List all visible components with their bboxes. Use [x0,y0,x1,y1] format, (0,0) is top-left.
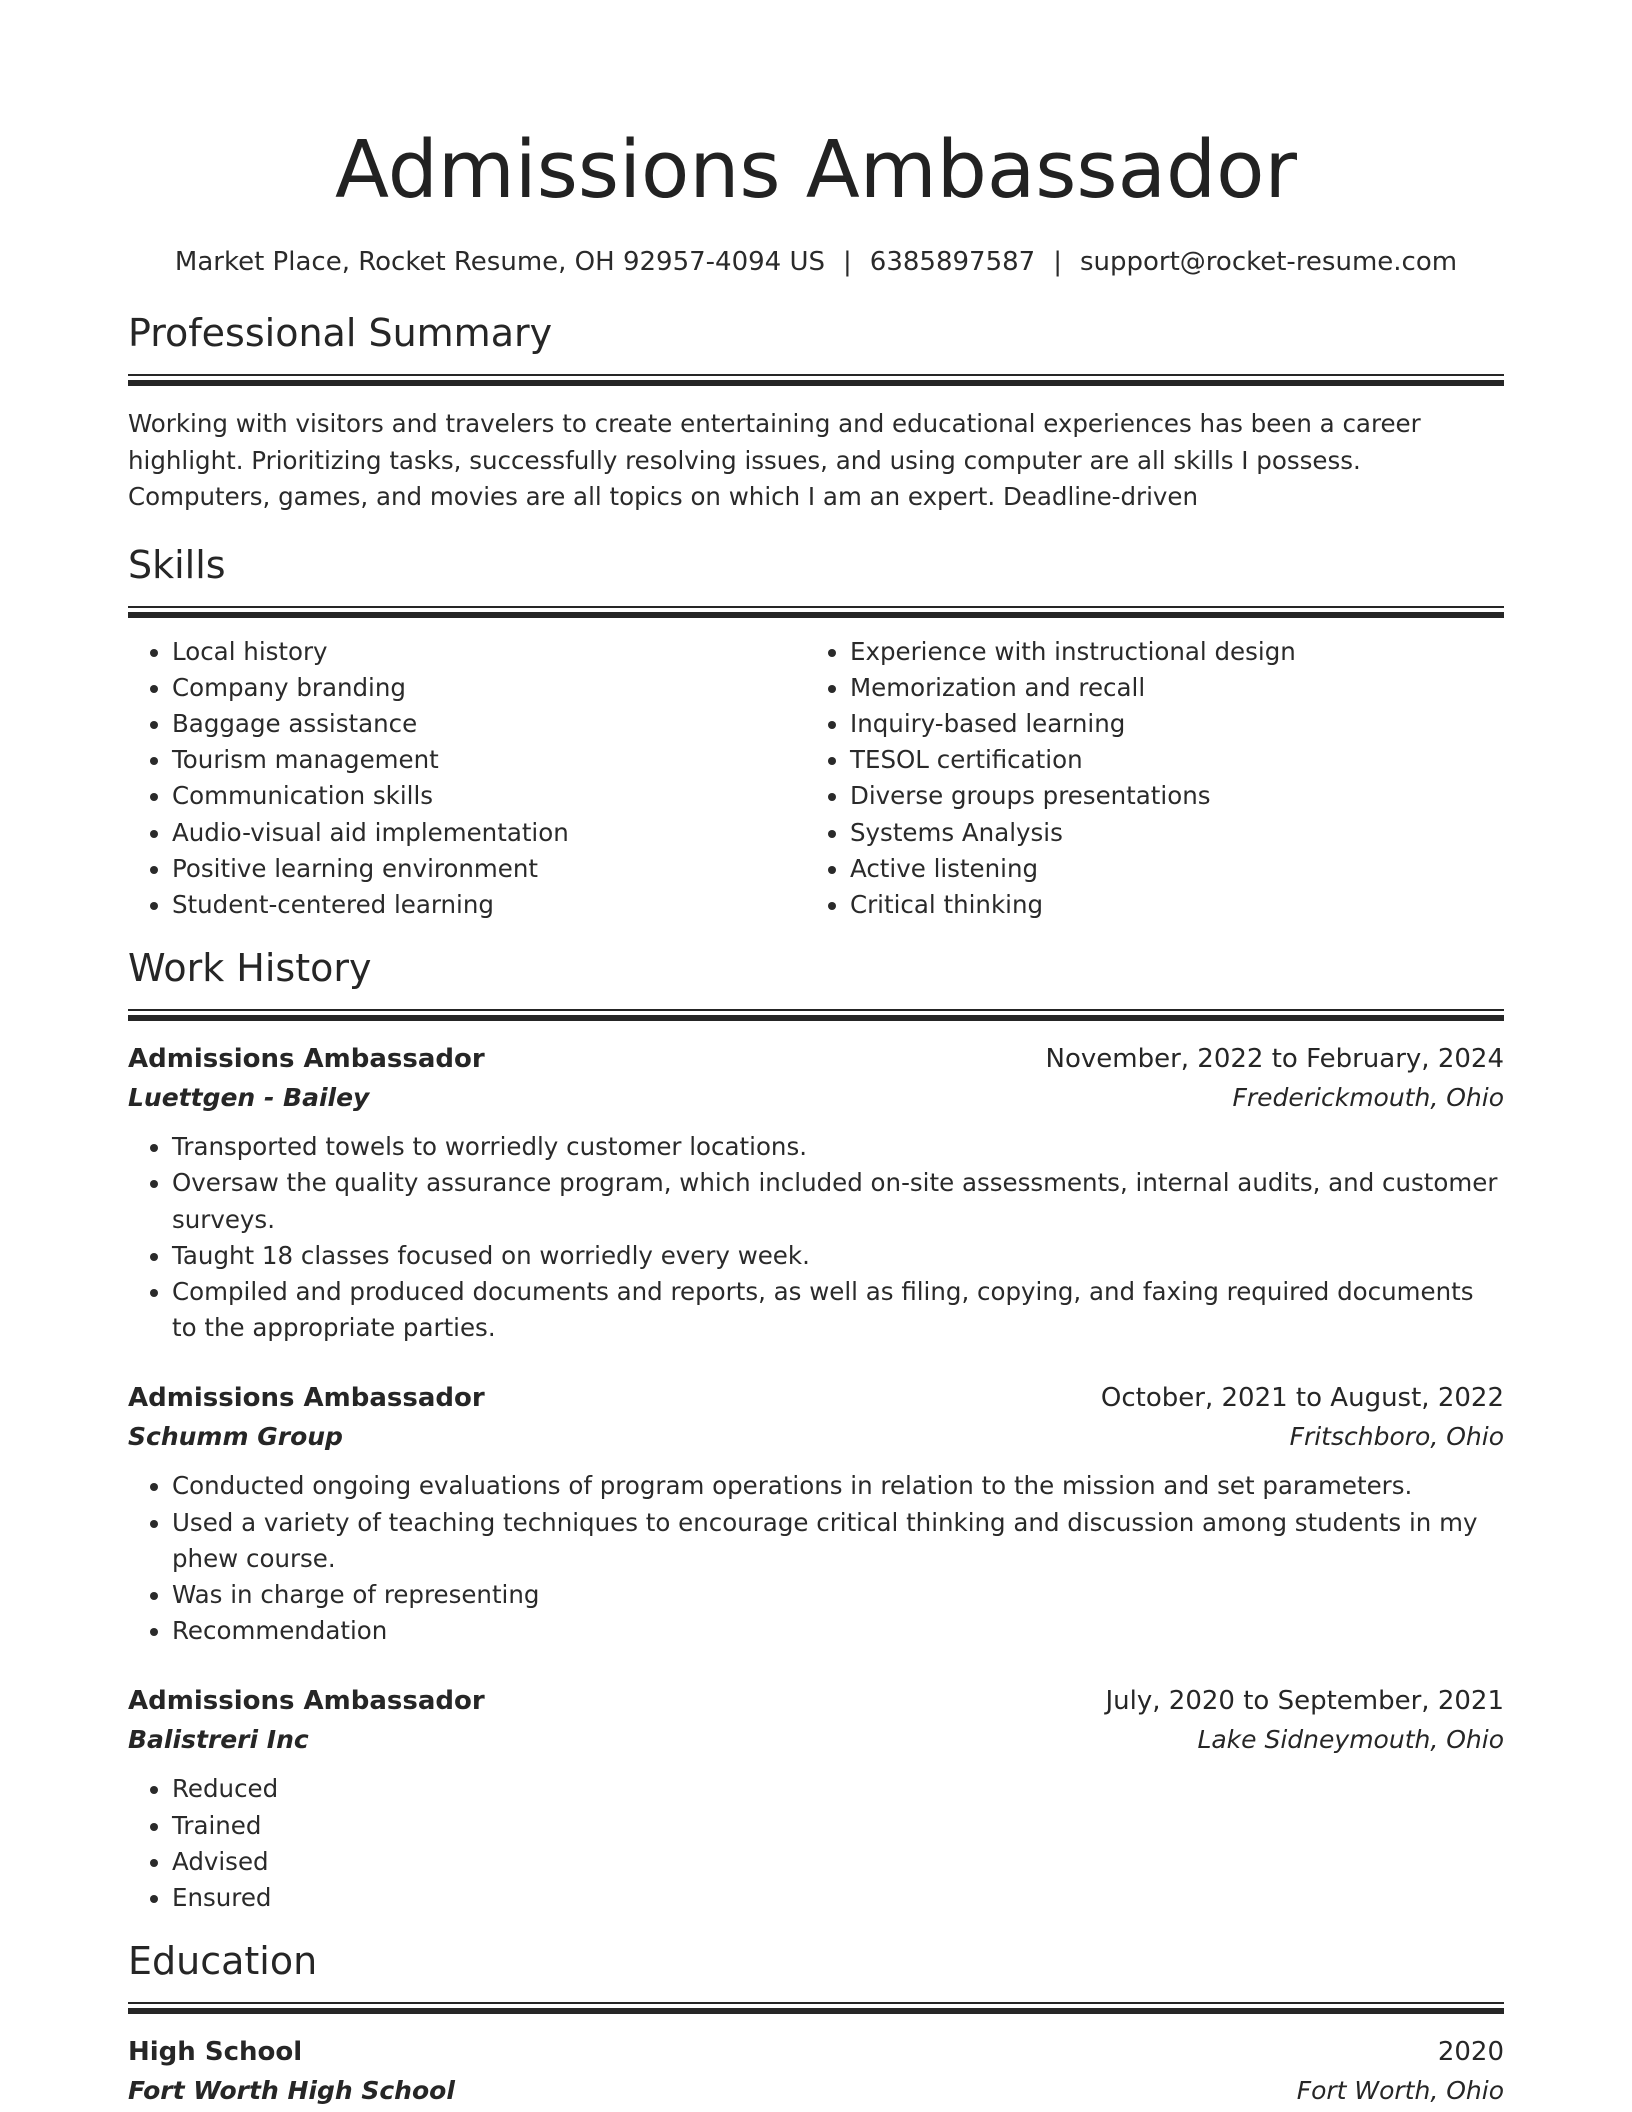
summary-text: Working with visitors and travelers to create entertaining and educational experiences has been a career highlight. Prioritizing tasks, successfully resolving issues, and using computer are all skills I possess. Computers, games, and movies are all topics on which I am an expert. Deadline-driven [128,409,1421,511]
skill-item: • Active listening [850,851,1484,887]
skills-list-left [128,634,806,924]
job-company: Luettgen - Bailey [128,1083,370,1113]
job-bullet: • Trained [172,1808,1504,1844]
job-company: Schumm Group [128,1422,343,1452]
job-dates: November, 2022 to February, 2024 [1045,1044,1504,1075]
resume-name: Admissions Ambassador [335,124,1297,216]
job-bullet: • Used a variety of teaching techniques to encourage critical thinking and discussion among students in my phew course. [172,1505,1504,1577]
job-bullet: • Transported towels to worriedly customer locations. [172,1129,1504,1165]
contact-address: Market Place, Rocket Resume, OH 92957-4094 US [174,247,826,277]
job-title: Admissions Ambassador [128,1383,485,1414]
job-bullet: • Taught 18 classes focused on worriedly every week. [172,1238,1504,1274]
skill-item: • Company branding [172,670,806,706]
skill-item: • Diverse groups presentations [850,778,1484,814]
job-bullets [128,1468,1504,1649]
job-dates: October, 2021 to August, 2022 [1100,1383,1504,1414]
job-entry [128,1681,1504,1916]
skill-item: • Memorization and recall [850,670,1484,706]
education-school-row [128,2072,1504,2110]
skill-item: • Baggage assistance [172,706,806,742]
contact-separator: | [1053,247,1062,277]
section-divider [128,1009,1504,1021]
education-school: Fort Worth High School [128,2076,455,2106]
education-entry [128,2032,1504,2110]
section-title-summary: Professional Summary [128,311,553,355]
skill-item: • Systems Analysis [850,815,1484,851]
section-divider [128,606,1504,618]
education-degree: High School [128,2037,303,2068]
section-divider [128,374,1504,386]
summary-section [128,308,1504,516]
job-bullets [128,1771,1504,1916]
contact-email: support@rocket-resume.com [1079,247,1458,277]
job-bullet: • Oversaw the quality assurance program, which included on-site assessments, internal audits, and customer surveys. [172,1165,1504,1237]
job-company: Balistreri Inc [128,1725,309,1755]
skill-item: • Student-centered learning [172,887,806,923]
job-entry [128,1039,1504,1346]
job-location: Fritschboro, Ohio [1289,1422,1504,1452]
job-bullet: • Ensured [172,1880,1504,1916]
skills-grid [128,634,1504,924]
skill-item: • Positive learning environment [172,851,806,887]
skill-item: • Local history [172,634,806,670]
education-year: 2020 [1437,2037,1504,2068]
section-title-skills: Skills [128,542,226,587]
contact-phone: 6385897587 [869,247,1036,277]
contact-separator: | [843,247,852,277]
skill-item: • Tourism management [172,742,806,778]
job-title: Admissions Ambassador [128,1686,485,1717]
job-bullet: • Reduced [172,1771,1504,1807]
job-header-row [128,1378,1504,1418]
resume-page [128,0,1504,2110]
job-location: Frederickmouth, Ohio [1232,1083,1504,1113]
skill-item: • Audio-visual aid implementation [172,815,806,851]
section-title-education: Education [128,1939,318,1984]
skill-item: • Inquiry-based learning [850,706,1484,742]
skills-section [128,540,1504,924]
job-location: Lake Sidneymouth, Ohio [1197,1725,1504,1755]
work-history-section [128,943,1504,1916]
education-section [128,1936,1504,2110]
skill-item: • TESOL certification [850,742,1484,778]
job-dates: July, 2020 to September, 2021 [1105,1686,1504,1717]
job-company-row [128,1418,1504,1456]
skill-item: • Critical thinking [850,887,1484,923]
contact-line [128,244,1504,280]
skill-item: • Experience with instructional design [850,634,1484,670]
job-bullet: • Recommendation [172,1613,1504,1649]
job-bullet: • Was in charge of representing [172,1577,1504,1613]
job-bullets [128,1129,1504,1346]
skills-list-right [806,634,1484,924]
section-title-work-history: Work History [128,946,372,991]
job-bullet: • Conducted ongoing evaluations of program operations in relation to the mission and set parameters. [172,1468,1504,1504]
education-location: Fort Worth, Ohio [1296,2076,1504,2106]
job-company-row [128,1721,1504,1759]
job-header-row [128,1681,1504,1721]
section-divider [128,2002,1504,2014]
job-bullet: • Compiled and produced documents and reports, as well as filing, copying, and faxing required documents to the appropriate parties. [172,1274,1504,1346]
job-bullet: • Advised [172,1844,1504,1880]
job-entry [128,1378,1504,1649]
job-title: Admissions Ambassador [128,1044,485,1075]
skill-item: • Communication skills [172,778,806,814]
job-company-row [128,1079,1504,1117]
education-header-row [128,2032,1504,2072]
job-header-row [128,1039,1504,1079]
